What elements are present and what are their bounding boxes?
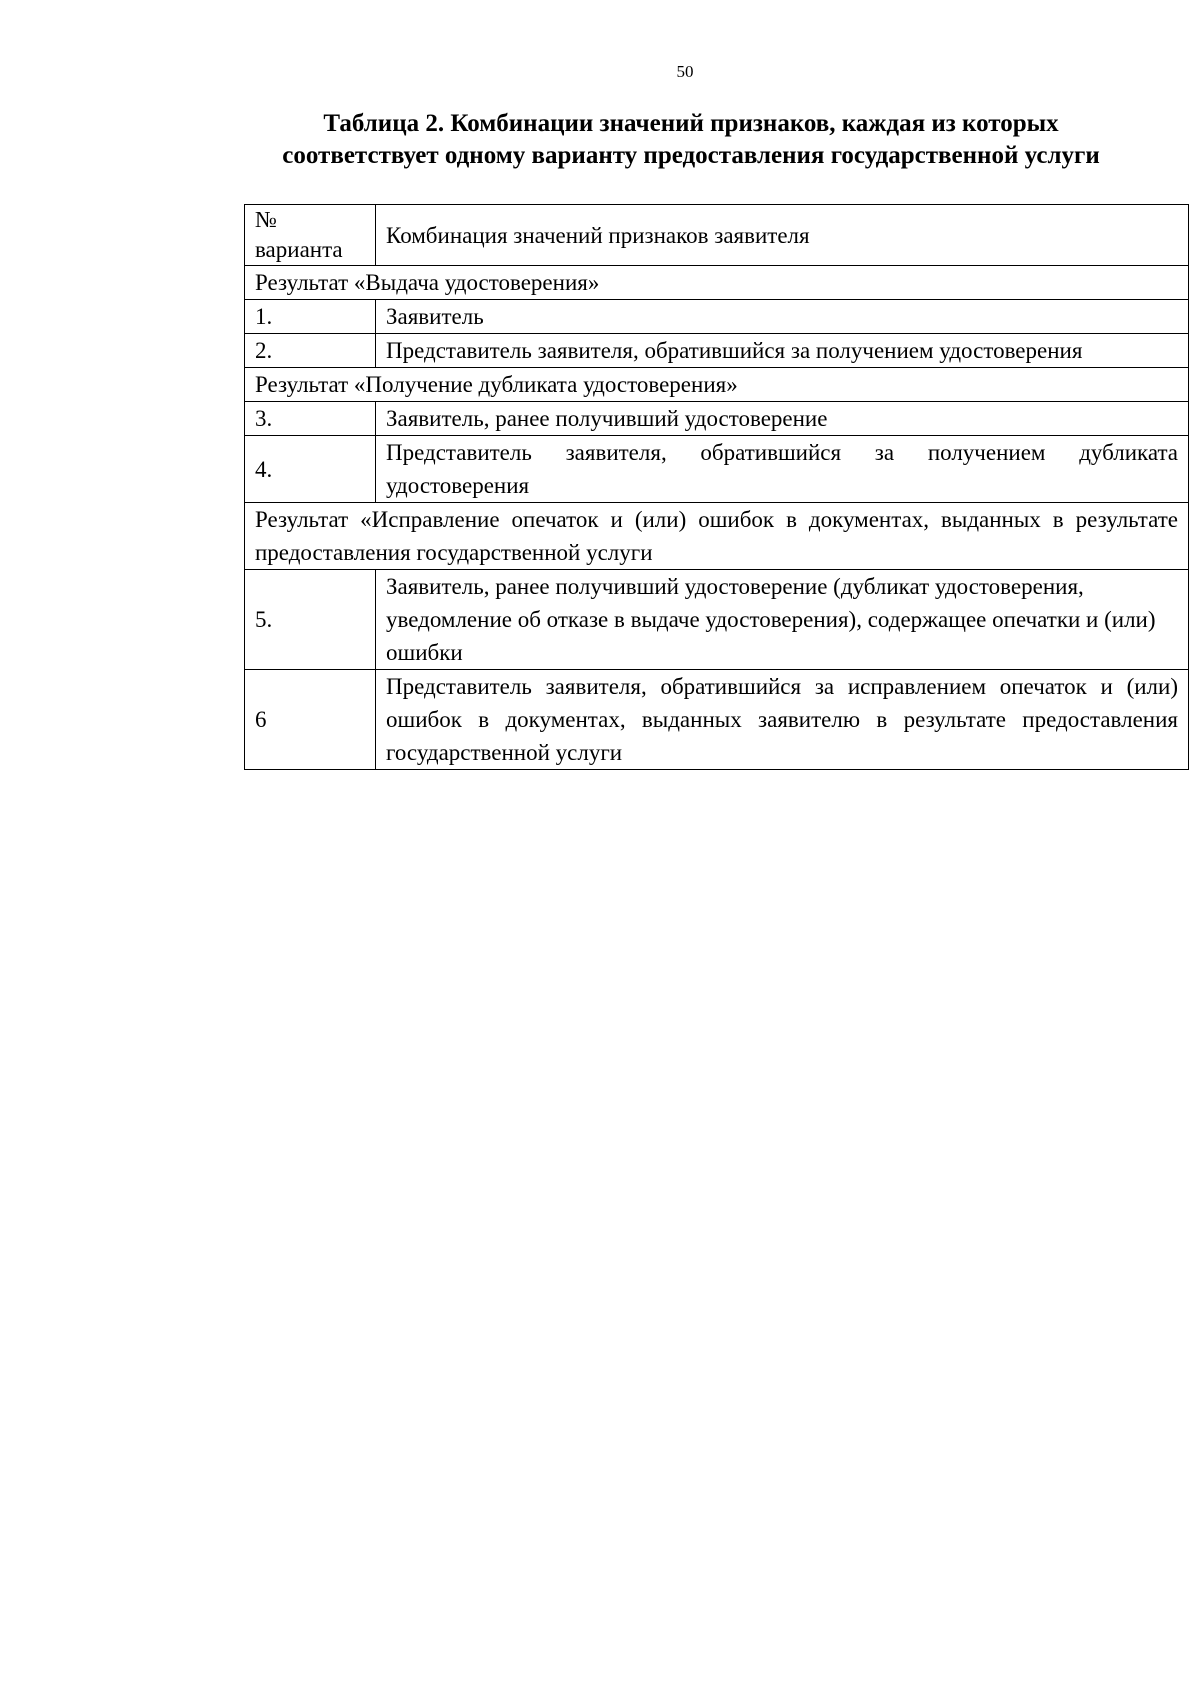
- section-row: [245, 266, 1189, 300]
- section-row: [245, 503, 1189, 570]
- variants-table: [244, 204, 1189, 770]
- table-row: [245, 334, 1189, 368]
- variant-description: Заявитель, ранее получивший удостоверение (дубликат удостоверения, уведомление об отказе в выдаче удостоверения), содержащее опечатки и (или) ошибки: [376, 570, 1189, 670]
- table-row: [245, 570, 1189, 670]
- header-number-symbol: №: [255, 207, 277, 232]
- table-row: [245, 402, 1189, 436]
- variant-description: Представитель заявителя, обратившийся за исправлением опечаток и (или) ошибок в документах, выданных заявителю в результате предоставления государственной услуги: [376, 670, 1189, 770]
- variant-number: 1.: [245, 300, 376, 334]
- variant-number: 6: [245, 670, 376, 770]
- variant-number: 5.: [245, 570, 376, 670]
- section-title: Результат «Исправление опечаток и (или) ошибок в документах, выданных в результате предоставления государственной услуги: [245, 503, 1189, 570]
- table-row: [245, 300, 1189, 334]
- table-title-line-2: соответствует одному варианту предоставления государственной услуги: [282, 142, 1100, 169]
- header-number-label: варианта: [255, 237, 343, 262]
- variant-number: 3.: [245, 402, 376, 436]
- header-combination-cell: Комбинация значений признаков заявителя: [376, 205, 1189, 266]
- header-number-cell: [245, 205, 376, 266]
- table-row: [245, 670, 1189, 770]
- variant-number: 2.: [245, 334, 376, 368]
- table-title-line-1: Таблица 2. Комбинации значений признаков, каждая из которых: [323, 110, 1059, 137]
- section-row: [245, 368, 1189, 402]
- table-row: [245, 436, 1189, 503]
- variant-description: Заявитель: [376, 300, 1189, 334]
- variant-description: Заявитель, ранее получивший удостоверение: [376, 402, 1189, 436]
- table-title: [212, 108, 1170, 172]
- variant-description: Представитель заявителя, обратившийся за получением удостоверения: [376, 334, 1189, 368]
- table-header-row: [245, 205, 1189, 266]
- variant-number: 4.: [245, 436, 376, 503]
- section-title: Результат «Получение дубликата удостоверения»: [245, 368, 1189, 402]
- page-number: 50: [676, 62, 694, 81]
- variant-description: Представитель заявителя, обратившийся за получением дубликата удостоверения: [376, 436, 1189, 503]
- section-title: Результат «Выдача удостоверения»: [245, 266, 1189, 300]
